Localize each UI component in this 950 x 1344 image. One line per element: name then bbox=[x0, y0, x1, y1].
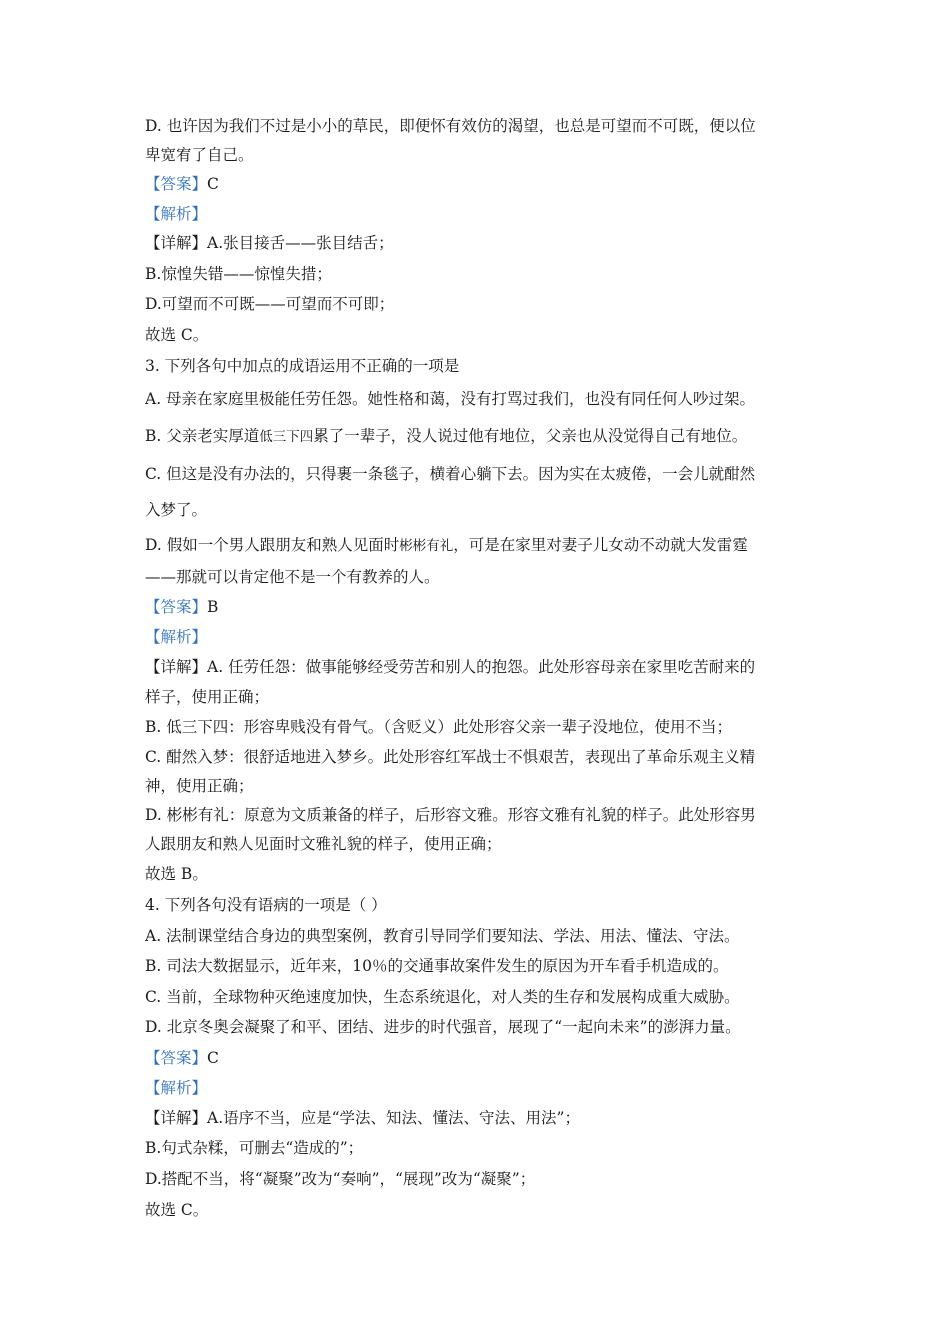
q2-detail bbox=[145, 233, 810, 253]
q3-detail bbox=[145, 657, 810, 677]
answer-tag: 【答案】 bbox=[145, 175, 208, 193]
q3-conclusion: 故选 B。 bbox=[145, 865, 208, 883]
q4-conclusion: 故选 C。 bbox=[145, 1201, 209, 1219]
q3-detail-b: B. 低三下四：形容卑贱没有骨气。（含贬义）此处形容父亲一辈子没地位，使用不当； bbox=[145, 718, 732, 736]
detail-text: A.语序不当，应是“学法、知法、懂法、守法、用法”； bbox=[207, 1109, 580, 1127]
q3d-before: D. 假如一个男人跟朋友和熟人见面时 bbox=[145, 536, 400, 554]
q4-detail bbox=[145, 1108, 810, 1128]
q3d-after: ，可是在家里对妻子儿女动不动就大发雷霆 bbox=[453, 536, 748, 554]
detail-text: A.张目接舌——张目结舌； bbox=[207, 234, 394, 252]
q2-option-d-line1: D. 也许因为我们不过是小小的草民，即便怀有效仿的渴望，也总是可望而不可既，便以位 bbox=[145, 117, 756, 135]
q4-option-d: D. 北京冬奥会凝聚了和平、团结、进步的时代强音，展现了“一起向未来”的澎湃力量。 bbox=[145, 1018, 741, 1036]
q3b-idiom: 低三下四 bbox=[259, 429, 314, 445]
detail-text: A. 任劳任怨：做事能够经受劳苦和别人的抱怨。此处形容母亲在家里吃苦耐来的 bbox=[207, 658, 756, 676]
q2-detail-d: D.可望而不可既——可望而不可即； bbox=[145, 295, 395, 313]
q3-question: 3. 下列各句中加点的成语运用不正确的一项是 bbox=[145, 357, 460, 375]
q4-option-b: B. 司法大数据显示，近年来，10％的交通事故案件发生的原因为开车看手机造成的。 bbox=[145, 957, 729, 975]
q3-answer bbox=[145, 597, 810, 617]
answer-value: B bbox=[207, 598, 219, 616]
q3-option-b bbox=[145, 426, 810, 447]
detail-tag: 【详解】 bbox=[145, 1109, 208, 1127]
detail-tag: 【详解】 bbox=[145, 234, 208, 252]
q4-question: 4. 下列各句没有语病的一项是（ ） bbox=[145, 896, 387, 914]
answer-value: C bbox=[207, 175, 219, 193]
q2-conclusion: 故选 C。 bbox=[145, 326, 209, 344]
q3-option-a: A. 母亲在家庭里极能任劳任怨。她性格和蔼，没有打骂过我们，也没有同任何人吵过架。 bbox=[145, 390, 756, 408]
q4-option-c: C. 当前，全球物种灭绝速度加快，生态系统退化，对人类的生存和发展构成重大威胁。 bbox=[145, 988, 740, 1006]
q3-option-c-line2: 入梦了。 bbox=[145, 501, 208, 519]
q3d-idiom: 彬彬有礼 bbox=[399, 538, 454, 554]
q3b-before: B. 父亲老实厚道 bbox=[145, 427, 260, 445]
q4-option-a: A. 法制课堂结合身边的典型案例，教育引导同学们要知法、学法、用法、懂法、守法。 bbox=[145, 927, 740, 945]
q3-option-d-line1 bbox=[145, 535, 810, 556]
answer-tag: 【答案】 bbox=[145, 1049, 208, 1067]
q2-answer bbox=[145, 174, 810, 194]
detail-tag: 【详解】 bbox=[145, 658, 208, 676]
q3-detail-c-line1: C. 酣然入梦：很舒适地进入梦乡。此处形容红军战士不惧艰苦，表现出了革命乐观主义精 bbox=[145, 748, 756, 766]
q3-detail-d-line1: D. 彬彬有礼：原意为文质兼备的样子，后形容文雅。形容文雅有礼貌的样子。此处形容男 bbox=[145, 806, 756, 824]
answer-tag: 【答案】 bbox=[145, 598, 208, 616]
q4-detail-d: D.搭配不当，将“凝聚”改为“奏响”，“展现”改为“凝聚”； bbox=[145, 1170, 536, 1188]
q4-answer bbox=[145, 1048, 810, 1068]
q3-detail-d-line2: 人跟朋友和熟人见面时文雅礼貌的样子，使用正确； bbox=[145, 835, 502, 853]
answer-value: C bbox=[207, 1049, 219, 1067]
q3-analysis-tag: 【解析】 bbox=[145, 628, 208, 646]
q3-option-c-line1: C. 但这是没有办法的，只得裹一条毯子，横着心躺下去。因为实在太疲倦，一会儿就酣然 bbox=[145, 465, 756, 483]
q3-detail-a-line2: 样子，使用正确； bbox=[145, 688, 270, 706]
q4-analysis-tag: 【解析】 bbox=[145, 1079, 208, 1097]
q3-option-d-line2: ——那就可以肯定他不是一个有教养的人。 bbox=[145, 568, 440, 586]
q4-detail-b: B.句式杂糅，可删去“造成的”； bbox=[145, 1139, 364, 1157]
q2-analysis-tag: 【解析】 bbox=[145, 205, 208, 223]
q2-option-d-line2: 卑宽宥了自己。 bbox=[145, 146, 254, 164]
q2-detail-b: B.惊惶失错——惊惶失措； bbox=[145, 265, 332, 283]
q3b-after: 累了一辈子，没人说过他有地位，父亲也从没觉得自己有地位。 bbox=[313, 427, 748, 445]
q3-detail-c-line2: 神，使用正确； bbox=[145, 777, 254, 795]
